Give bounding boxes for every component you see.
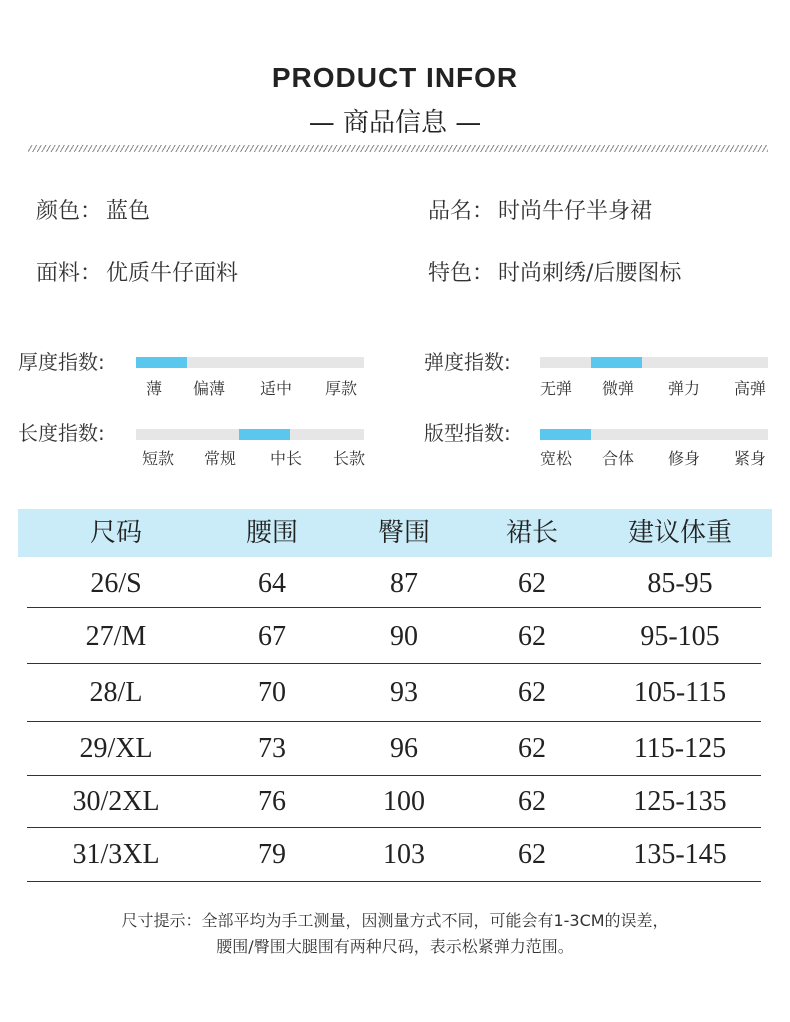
cell-hip: 100 (383, 786, 425, 817)
page-title-english: PRODUCT INFOR (271, 62, 519, 93)
length-option: 常规 (204, 449, 237, 468)
cell-weight: 135-145 (633, 839, 727, 870)
column-header-hip: 臀围 (377, 518, 430, 548)
cell-skirt-length: 62 (518, 733, 546, 764)
cell-skirt-length: 62 (518, 621, 546, 652)
fit-option: 修身 (668, 449, 701, 468)
cell-skirt-length: 62 (518, 786, 546, 817)
table-row (27, 722, 761, 776)
fit-index-label: 版型指数: (424, 421, 511, 445)
cell-skirt-length: 62 (518, 568, 546, 599)
cell-skirt-length: 62 (518, 839, 546, 870)
table-row (27, 828, 761, 882)
cell-size: 31/3XL (72, 839, 160, 870)
info-color-label: 颜色： (36, 199, 103, 224)
thickness-option: 偏薄 (193, 379, 226, 398)
thickness-index-track (136, 357, 364, 368)
elasticity-index-fill (591, 357, 642, 368)
thickness-option: 厚款 (325, 379, 358, 398)
elasticity-option: 弹力 (668, 379, 701, 398)
column-header-skirt-length: 裙长 (505, 518, 558, 548)
length-index-fill (239, 429, 290, 440)
thickness-option: 薄 (146, 379, 163, 398)
length-index-label: 长度指数: (18, 421, 105, 445)
cell-waist: 67 (258, 621, 286, 652)
cell-size: 26/S (90, 568, 142, 599)
cell-hip: 103 (383, 839, 425, 870)
cell-waist: 70 (258, 677, 286, 708)
size-table-header (18, 509, 772, 557)
page-title-chinese: — 商品信息 — (308, 108, 482, 138)
elasticity-option: 微弹 (602, 379, 635, 398)
decorative-divider (28, 145, 768, 152)
fit-option: 宽松 (540, 449, 573, 468)
column-header-size: 尺码 (89, 518, 142, 548)
cell-waist: 73 (258, 733, 286, 764)
info-color (36, 194, 150, 225)
cell-size: 28/L (89, 677, 143, 708)
table-row (27, 560, 761, 608)
cell-size: 27/M (85, 621, 147, 652)
cell-weight: 125-135 (633, 786, 727, 817)
length-option: 长款 (333, 449, 366, 468)
info-product-name-value: 时尚牛仔半身裙 (498, 199, 653, 224)
info-feature-value: 时尚刺绣/后腰图标 (498, 261, 682, 286)
cell-weight: 115-125 (633, 733, 727, 764)
length-option: 短款 (142, 449, 175, 468)
thickness-option: 适中 (260, 379, 293, 398)
info-product-name-label: 品名： (428, 199, 495, 224)
cell-hip: 93 (390, 677, 418, 708)
info-feature (428, 256, 681, 287)
info-fabric-label: 面料： (36, 261, 103, 286)
fit-option: 紧身 (734, 449, 767, 468)
table-row (27, 664, 761, 722)
thickness-index-label: 厚度指数: (18, 350, 105, 374)
elasticity-option: 高弹 (734, 379, 767, 398)
size-note-line-2: 腰围/臀围大腿围有两种尺码，表示松紧弹力范围。 (216, 937, 574, 956)
column-header-weight: 建议体重 (627, 518, 732, 548)
elasticity-index-label: 弹度指数: (424, 350, 511, 374)
info-product-name (428, 194, 652, 225)
cell-waist: 76 (258, 786, 286, 817)
info-feature-label: 特色： (428, 261, 495, 286)
elasticity-index-track (540, 357, 768, 368)
cell-hip: 87 (390, 568, 418, 599)
column-header-waist: 腰围 (245, 518, 298, 548)
cell-skirt-length: 62 (518, 677, 546, 708)
cell-size: 29/XL (79, 733, 153, 764)
length-option: 中长 (270, 449, 303, 468)
cell-waist: 79 (258, 839, 286, 870)
length-index-track (136, 429, 364, 440)
elasticity-option: 无弹 (540, 379, 573, 398)
cell-waist: 64 (258, 568, 286, 599)
fit-index-fill (540, 429, 591, 440)
cell-hip: 90 (390, 621, 418, 652)
fit-option: 合体 (602, 449, 635, 468)
cell-hip: 96 (390, 733, 418, 764)
cell-weight: 95-105 (640, 621, 720, 652)
table-row (27, 776, 761, 828)
info-color-value: 蓝色 (106, 199, 151, 224)
cell-weight: 105-115 (633, 677, 727, 708)
fit-index-track (540, 429, 768, 440)
table-row (27, 610, 761, 664)
size-note-line-1: 尺寸提示：全部平均为手工测量，因测量方式不同，可能会有1-3CM的误差， (121, 911, 669, 930)
info-fabric-value: 优质牛仔面料 (106, 261, 239, 286)
cell-size: 30/2XL (72, 786, 160, 817)
thickness-index-fill (136, 357, 187, 368)
info-fabric (36, 256, 238, 287)
cell-weight: 85-95 (647, 568, 713, 599)
